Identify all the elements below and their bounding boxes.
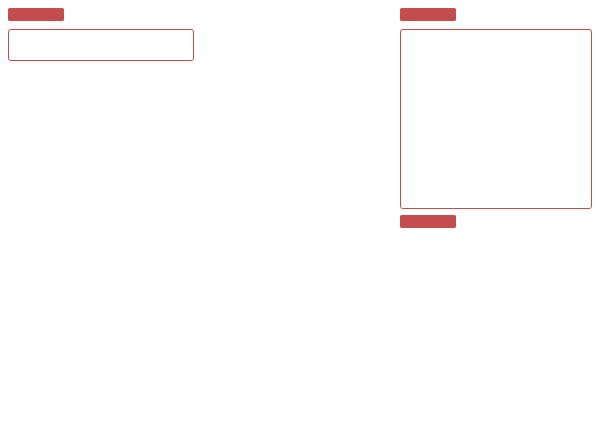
column-sermon-continued bbox=[204, 8, 390, 415]
weekly-word-header bbox=[8, 8, 64, 21]
prayer-header bbox=[400, 8, 456, 21]
prayer-footer bbox=[406, 41, 586, 46]
prayer-title bbox=[406, 33, 586, 39]
prayer-box bbox=[400, 29, 592, 209]
staff-header bbox=[400, 215, 456, 228]
sermon-title bbox=[15, 34, 187, 42]
sermon-title-box bbox=[8, 29, 194, 61]
column-prayer-and-staff bbox=[400, 8, 592, 415]
column-weekly-word bbox=[8, 8, 194, 415]
sermon-ref bbox=[15, 44, 187, 49]
